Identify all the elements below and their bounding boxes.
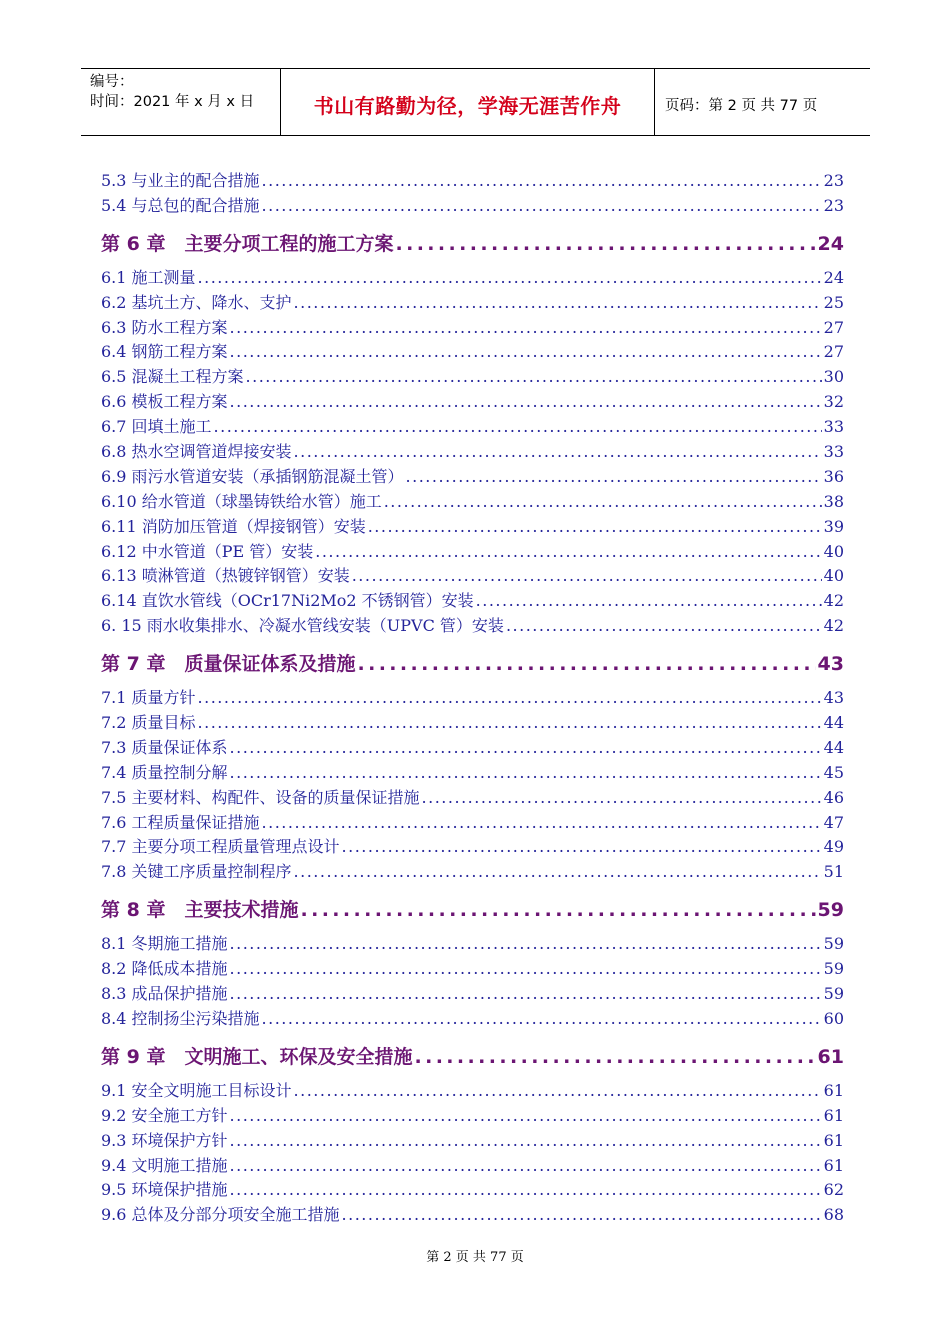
toc-page-number: 43	[823, 688, 844, 708]
toc-entry[interactable]	[101, 439, 844, 464]
toc-dot-leader	[230, 984, 822, 1003]
toc-entry-title: 8.3 成品保护措施	[101, 984, 228, 1004]
toc-page-number: 42	[823, 616, 844, 636]
toc-entry[interactable]	[101, 414, 844, 439]
toc-dot-leader	[506, 616, 822, 635]
toc-entry-title: 9.1 安全文明施工目标设计	[101, 1080, 292, 1100]
toc-entry[interactable]	[101, 1128, 844, 1153]
toc-entry-title: 9.3 环境保护方针	[101, 1130, 228, 1150]
toc-dot-leader	[368, 517, 822, 536]
toc-entry[interactable]	[101, 760, 844, 785]
toc-page-number: 40	[823, 566, 844, 586]
toc-entry-title: 6. 15 雨水收集排水、冷凝水管线安装（UPVC 管）安装	[101, 616, 504, 636]
toc-entry[interactable]	[101, 290, 844, 315]
toc-entry-title: 9.5 环境保护措施	[101, 1180, 228, 1200]
toc-page-number: 36	[823, 466, 844, 486]
toc-page-number: 39	[823, 516, 844, 536]
toc-entry[interactable]	[101, 193, 844, 218]
toc-entry-title: 9.4 文明施工措施	[101, 1155, 228, 1175]
toc-entry[interactable]	[101, 785, 844, 810]
toc-entry-title: 8.2 降低成本措施	[101, 959, 228, 979]
toc-page-number: 23	[823, 171, 844, 190]
toc-entry[interactable]	[101, 834, 844, 859]
toc-dot-leader	[198, 713, 822, 732]
toc-entry-title: 7.5 主要材料、构配件、设备的质量保证措施	[101, 787, 420, 807]
toc-entry-title: 6.13 喷淋管道（热镀锌钢管）安装	[101, 566, 350, 586]
toc-dot-leader	[262, 171, 822, 190]
toc-page-number: 32	[823, 392, 844, 412]
toc-entry-title: 6.10 给水管道（球墨铸铁给水管）施工	[101, 491, 382, 511]
toc-entry-title: 第 6 章 主要分项工程的施工方案	[101, 232, 394, 255]
toc-page-number: 61	[823, 1105, 844, 1125]
toc-entry[interactable]	[101, 1153, 844, 1178]
toc-page-number: 59	[823, 959, 844, 979]
toc-entry[interactable]	[101, 859, 844, 884]
toc-page-number: 46	[823, 787, 844, 807]
toc-entry-title: 8.4 控制扬尘污染措施	[101, 1008, 260, 1028]
toc-entry-title: 6.7 回填土施工	[101, 417, 212, 437]
toc-entry-title: 5.3 与业主的配合措施	[101, 171, 260, 190]
toc-dot-leader	[198, 688, 822, 707]
toc-page-number: 61	[823, 1130, 844, 1150]
toc-dot-leader	[357, 653, 815, 675]
toc-entry[interactable]	[101, 613, 844, 638]
toc-page-number: 44	[823, 713, 844, 733]
toc-entry-title: 6.9 雨污水管道安装（承插钢筋混凝土管）	[101, 466, 404, 486]
toc-entry[interactable]	[101, 265, 844, 290]
toc-dot-leader	[230, 738, 822, 757]
toc-entry-title: 6.11 消防加压管道（焊接钢管）安装	[101, 516, 366, 536]
toc-entry-title: 7.6 工程质量保证措施	[101, 812, 260, 832]
toc-entry-title: 7.3 质量保证体系	[101, 737, 228, 757]
toc-entry-title: 第 8 章 主要技术措施	[101, 899, 299, 922]
toc-entry[interactable]	[101, 1078, 844, 1103]
toc-entry[interactable]	[101, 710, 844, 735]
toc-entry[interactable]	[101, 563, 844, 588]
toc-dot-leader	[230, 1131, 822, 1150]
toc-entry-title: 6.3 防水工程方案	[101, 317, 228, 337]
toc-entry[interactable]	[101, 464, 844, 489]
toc-page-number: 68	[823, 1205, 844, 1225]
toc-chapter-heading[interactable]	[101, 229, 844, 254]
toc-page-number: 23	[823, 195, 844, 215]
toc-entry[interactable]	[101, 364, 844, 389]
toc-entry-title: 6.4 钢筋工程方案	[101, 342, 228, 362]
footer-page-number: 第 2 页 共 77 页	[426, 1250, 524, 1265]
document-number-label: 编号：	[90, 74, 134, 90]
toc-page-number: 49	[823, 837, 844, 857]
header-meta-cell	[81, 69, 281, 135]
toc-entry[interactable]	[101, 588, 844, 613]
toc-chapter-heading[interactable]	[101, 1042, 844, 1067]
document-date-label: 时间：2021 年 x 月 x 日	[90, 94, 255, 110]
toc-page-number: 59	[823, 984, 844, 1004]
toc-entry-title: 7.4 质量控制分解	[101, 762, 228, 782]
toc-entry[interactable]	[101, 735, 844, 760]
header-page-cell	[655, 69, 870, 135]
toc-entry-title: 8.1 冬期施工措施	[101, 934, 228, 954]
toc-dot-leader	[230, 1156, 822, 1175]
toc-entry-title: 6.14 直饮水管线（OCr17Ni2Mo2 不锈钢管）安装	[101, 591, 474, 611]
toc-page-number: 45	[823, 762, 844, 782]
toc-entry-title: 第 9 章 文明施工、环保及安全措施	[101, 1045, 413, 1068]
toc-dot-leader	[294, 293, 822, 312]
header-page-label: 页码：第 2 页 共 77 页	[665, 97, 818, 114]
toc-entry-title: 6.2 基坑土方、降水、支护	[101, 292, 292, 312]
toc-page-number: 38	[823, 491, 844, 511]
toc-page-number: 27	[823, 317, 844, 337]
toc-page-number: 27	[823, 342, 844, 362]
toc-dot-leader	[230, 934, 822, 953]
toc-page-number: 59	[823, 934, 844, 954]
toc-entry[interactable]	[101, 1177, 844, 1202]
toc-page-number: 59	[817, 899, 844, 922]
toc-page-number: 47	[823, 812, 844, 832]
toc-entry-title: 6.1 施工测量	[101, 267, 196, 287]
toc-entry[interactable]	[101, 956, 844, 981]
toc-entry[interactable]	[101, 1202, 844, 1227]
toc-dot-leader	[476, 591, 822, 610]
toc-dot-leader	[230, 392, 822, 411]
toc-page-number: 30	[823, 367, 844, 387]
toc-dot-leader	[214, 417, 822, 436]
toc-dot-leader	[230, 763, 822, 782]
toc-entry-title: 第 7 章 质量保证体系及措施	[101, 653, 356, 676]
toc-page-number: 24	[823, 267, 844, 287]
toc-page-number: 51	[823, 862, 844, 882]
toc-dot-leader	[414, 1046, 815, 1068]
toc-entry-title: 6.6 模板工程方案	[101, 392, 228, 412]
toc-entry-title: 7.2 质量目标	[101, 713, 196, 733]
toc-dot-leader	[230, 1106, 822, 1125]
toc-page-number: 24	[817, 232, 844, 255]
toc-entry[interactable]	[101, 539, 844, 564]
toc-dot-leader	[262, 196, 822, 215]
toc-dot-leader	[395, 233, 815, 255]
toc-entry[interactable]	[101, 315, 844, 340]
toc-entry[interactable]	[101, 514, 844, 539]
document-header	[81, 68, 870, 136]
toc-dot-leader	[262, 813, 822, 832]
toc-page-number: 43	[817, 653, 844, 676]
toc-dot-leader	[300, 899, 815, 921]
toc-dot-leader	[230, 342, 822, 361]
toc-page-number: 33	[823, 417, 844, 437]
header-motto-cell	[281, 69, 655, 135]
toc-entry[interactable]	[101, 1006, 844, 1031]
toc-entry-title: 7.1 质量方针	[101, 688, 196, 708]
toc-entry[interactable]	[101, 339, 844, 364]
toc-entry[interactable]	[101, 1103, 844, 1128]
toc-dot-leader	[352, 566, 822, 585]
toc-entry[interactable]	[101, 981, 844, 1006]
toc-dot-leader	[230, 1180, 822, 1199]
toc-page-number: 42	[823, 591, 844, 611]
toc-dot-leader	[294, 1081, 822, 1100]
toc-page-number: 44	[823, 737, 844, 757]
toc-dot-leader	[246, 367, 822, 386]
toc-entry-title: 6.12 中水管道（PE 管）安装	[101, 541, 314, 561]
toc-page-number: 40	[823, 541, 844, 561]
toc-entry-title: 7.8 关键工序质量控制程序	[101, 862, 292, 882]
toc-dot-leader	[294, 862, 822, 881]
toc-page-number: 62	[823, 1180, 844, 1200]
toc-entry[interactable]	[101, 931, 844, 956]
toc-dot-leader	[230, 318, 822, 337]
toc-entry[interactable]	[101, 810, 844, 835]
toc-entry-title: 7.7 主要分项工程质量管理点设计	[101, 837, 340, 857]
toc-page-number: 61	[823, 1155, 844, 1175]
toc-entry-title: 6.8 热水空调管道焊接安装	[101, 442, 292, 462]
toc-entry[interactable]	[101, 168, 844, 193]
toc-page-number: 60	[823, 1008, 844, 1028]
toc-dot-leader	[342, 1205, 822, 1224]
toc-dot-leader	[230, 959, 822, 978]
toc-page-number: 61	[817, 1045, 844, 1068]
toc-dot-leader	[406, 467, 822, 486]
toc-chapter-heading[interactable]	[101, 649, 844, 674]
toc-entry[interactable]	[101, 389, 844, 414]
toc-page-number: 25	[823, 292, 844, 312]
toc-page-number: 33	[823, 442, 844, 462]
toc-dot-leader	[422, 788, 822, 807]
toc-page-number: 61	[823, 1080, 844, 1100]
toc-dot-leader	[294, 442, 822, 461]
toc-dot-leader	[342, 837, 822, 856]
toc-entry-title: 9.6 总体及分部分项安全施工措施	[101, 1205, 340, 1225]
toc-entry-title: 6.5 混凝土工程方案	[101, 367, 244, 387]
toc-dot-leader	[198, 268, 822, 287]
toc-entry-title: 9.2 安全施工方针	[101, 1105, 228, 1125]
toc-entry[interactable]	[101, 685, 844, 710]
header-motto: 书山有路勤为径，学海无涯苦作舟	[313, 93, 622, 118]
toc-dot-leader	[262, 1009, 822, 1028]
toc-dot-leader	[315, 542, 821, 561]
toc-dot-leader	[384, 492, 822, 511]
table-of-contents	[101, 168, 844, 1227]
toc-entry-title: 5.4 与总包的配合措施	[101, 195, 260, 215]
page-footer	[0, 1246, 950, 1265]
toc-chapter-heading[interactable]	[101, 895, 844, 920]
toc-entry[interactable]	[101, 489, 844, 514]
